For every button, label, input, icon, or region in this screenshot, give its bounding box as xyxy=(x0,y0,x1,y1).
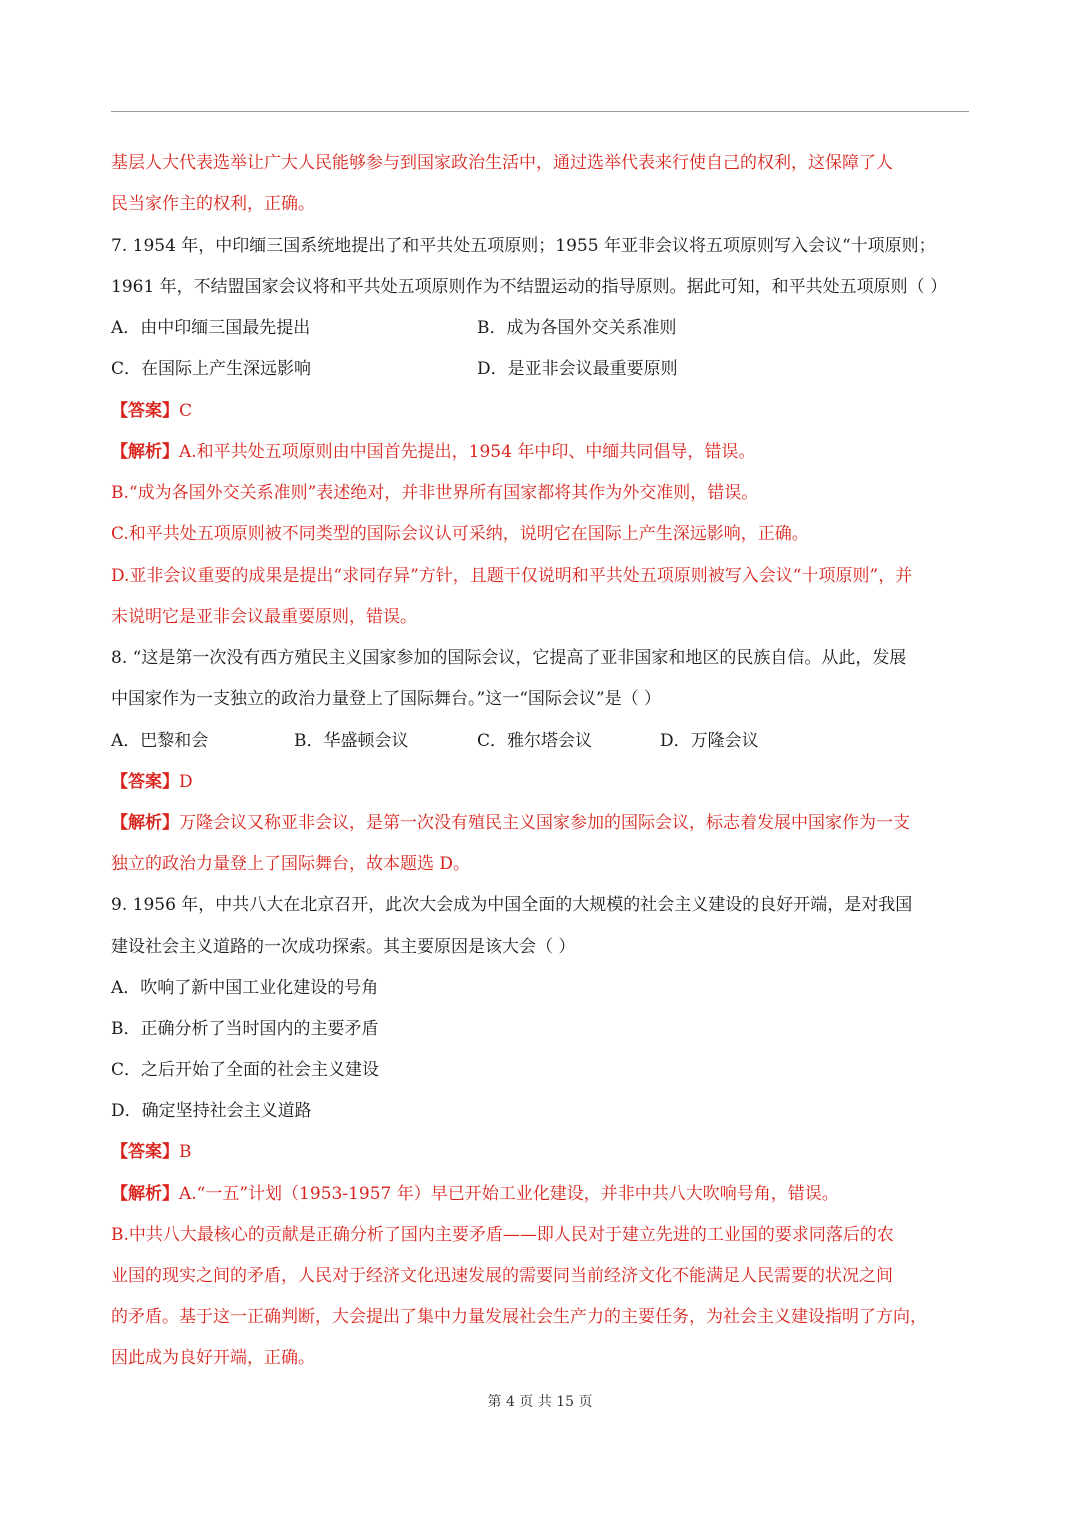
analysis-tag: 【解析】 xyxy=(111,442,179,462)
answer-tag: 【答案】 xyxy=(111,772,179,792)
q8-option-d: D．万隆会议 xyxy=(660,731,759,751)
q7-option-c: C．在国际上产生深远影响 xyxy=(111,359,312,379)
q7-analysis-line-3: C.和平共处五项原则被不同类型的国际会议认可采纳，说明它在国际上产生深远影响，正确。 xyxy=(111,524,809,544)
q7-analysis-line-5: 未说明它是亚非会议最重要原则，错误。 xyxy=(111,607,417,627)
q7-option-d: D．是亚非会议最重要原则 xyxy=(477,359,678,379)
q8-analysis-line-1 xyxy=(111,811,910,835)
q9-option-c: C．之后开始了全面的社会主义建设 xyxy=(111,1060,380,1080)
q9-analysis-line-3: 业国的现实之间的矛盾，人民对于经济文化迅速发展的需要同当前经济文化不能满足人民需要的状况之间 xyxy=(111,1266,893,1286)
answer-value: D xyxy=(179,772,193,792)
q9-option-a: A．吹响了新中国工业化建设的号角 xyxy=(111,978,379,998)
q9-analysis-line-5: 因此成为良好开端，正确。 xyxy=(111,1348,315,1368)
q7-analysis-line-1 xyxy=(111,440,755,464)
q8-answer xyxy=(111,770,193,794)
q8-option-a: A．巴黎和会 xyxy=(111,731,209,751)
q7-analysis-line-2: B.“成为各国外交关系准则”表述绝对，并非世界所有国家都将其作为外交准则，错误。 xyxy=(111,483,759,503)
q9-option-b: B．正确分析了当时国内的主要矛盾 xyxy=(111,1019,379,1039)
q7-option-a: A．由中印缅三国最先提出 xyxy=(111,318,311,338)
answer-value: B xyxy=(179,1142,192,1162)
q9-analysis-line-1 xyxy=(111,1182,839,1206)
prev-analysis-line-1: 基层人大代表选举让广大人民能够参与到国家政治生活中，通过选举代表来行使自己的权利，这保障了人 xyxy=(111,153,893,173)
q9-stem-line-1: 9. 1956 年，中共八大在北京召开，此次大会成为中国全面的大规模的社会主义建设的良好开端，是对我国 xyxy=(111,895,913,915)
analysis-tag: 【解析】 xyxy=(111,1184,179,1204)
analysis-tag: 【解析】 xyxy=(111,813,179,833)
q7-analysis-line-4: D.亚非会议重要的成果是提出“求同存异”方针，且题干仅说明和平共处五项原则被写入会议“十项原则”，并 xyxy=(111,566,913,586)
q8-option-b: B．华盛顿会议 xyxy=(294,731,409,751)
answer-tag: 【答案】 xyxy=(111,401,179,421)
q8-analysis-line-2: 独立的政治力量登上了国际舞台，故本题选 D。 xyxy=(111,854,471,874)
q9-option-d: D．确定坚持社会主义道路 xyxy=(111,1101,312,1121)
q7-stem-line-2: 1961 年，不结盟国家会议将和平共处五项原则作为不结盟运动的指导原则。据此可知，和平共处五项原则（ ） xyxy=(111,277,948,297)
q7-stem-line-1: 7. 1954 年，中印缅三国系统地提出了和平共处五项原则；1955 年亚非会议将五项原则写入会议“十项原则； xyxy=(111,236,936,256)
analysis-text: 万隆会议又称亚非会议，是第一次没有殖民主义国家参加的国际会议，标志着发展中国家作为一支 xyxy=(179,813,910,833)
header-rule xyxy=(111,111,969,112)
page-number-footer: 第 4 页 共 15 页 xyxy=(487,1394,593,1410)
q8-option-c: C．雅尔塔会议 xyxy=(477,731,593,751)
q9-analysis-line-4: 的矛盾。基于这一正确判断，大会提出了集中力量发展社会生产力的主要任务，为社会主义建设指明了方向， xyxy=(111,1307,927,1327)
answer-value: C xyxy=(179,401,193,421)
q9-analysis-line-2: B.中共八大最核心的贡献是正确分析了国内主要矛盾——即人民对于建立先进的工业国的要求同落后的农 xyxy=(111,1225,894,1245)
prev-analysis-line-2: 民当家作主的权利，正确。 xyxy=(111,194,315,214)
q9-answer xyxy=(111,1140,192,1164)
q9-stem-line-2: 建设社会主义道路的一次成功探索。其主要原因是该大会（ ） xyxy=(111,937,576,957)
q8-stem-line-1: 8. “这是第一次没有西方殖民主义国家参加的国际会议，它提高了亚非国家和地区的民族自信。从此，发展 xyxy=(111,648,907,668)
q7-option-b: B．成为各国外交关系准则 xyxy=(477,318,677,338)
analysis-text: A.和平共处五项原则由中国首先提出，1954 年中印、中缅共同倡导，错误。 xyxy=(179,442,756,462)
q7-answer xyxy=(111,399,192,423)
analysis-text: A.“一五”计划（1953-1957 年）早已开始工业化建设，并非中共八大吹响号角，错误。 xyxy=(179,1184,839,1204)
q8-stem-line-2: 中国家作为一支独立的政治力量登上了国际舞台。”这一“国际会议”是（ ） xyxy=(111,689,661,709)
answer-tag: 【答案】 xyxy=(111,1142,179,1162)
